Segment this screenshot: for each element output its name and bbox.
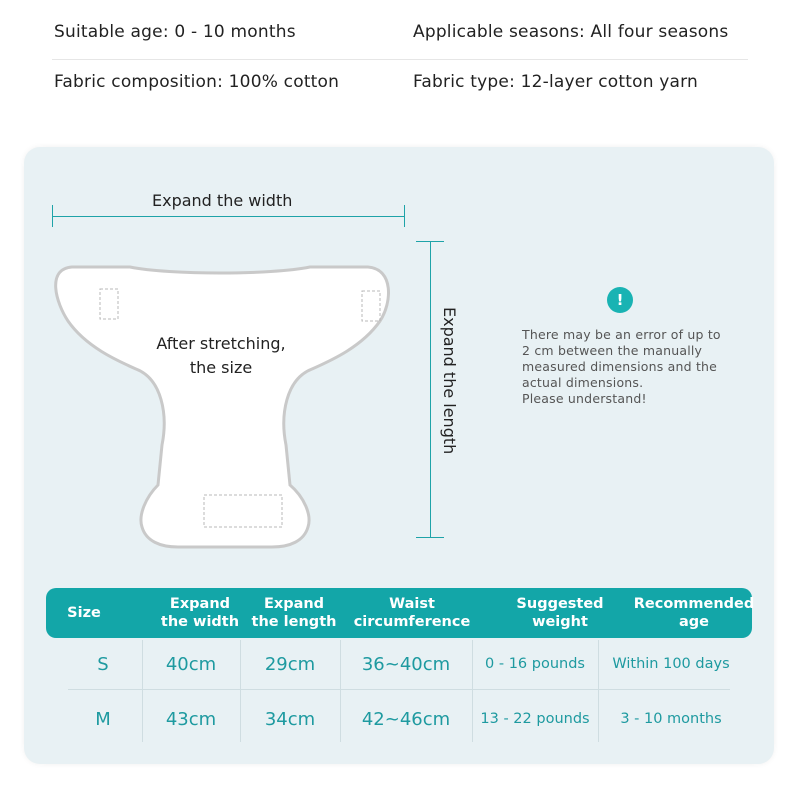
table-cell-width: 43cm	[165, 708, 217, 730]
notice-line-5: Please understand!	[522, 391, 647, 406]
size-card	[24, 147, 774, 764]
divider	[52, 59, 748, 60]
after-stretching-text	[136, 332, 306, 380]
header-waist-line2: circumference	[353, 614, 471, 630]
table-cell-age: 3 - 10 months	[620, 711, 722, 727]
length-measure-tick-bottom	[416, 537, 444, 538]
spec-row-1	[52, 22, 748, 52]
table-cell-waist: 42~46cm	[361, 708, 451, 730]
table-cell-weight: 0 - 16 pounds	[485, 656, 585, 672]
length-label: Expand the length	[440, 307, 459, 455]
width-measure-line	[52, 216, 405, 217]
table-cell-width: 40cm	[165, 653, 217, 675]
header-length	[246, 588, 342, 638]
table-cell-length: 34cm	[264, 708, 316, 730]
header-waist	[350, 588, 474, 638]
header-age-line1: Recommended	[633, 596, 755, 612]
header-age-line2: age	[679, 614, 709, 630]
notice-line-1: There may be an error of up to	[522, 327, 721, 342]
table-cell-waist: 36~40cm	[361, 653, 451, 675]
header-width	[152, 588, 248, 638]
info-icon: !	[607, 287, 633, 313]
after-stretching-line1: After stretching,	[156, 334, 286, 353]
notice-line-4: actual dimensions.	[522, 375, 644, 390]
header-age	[624, 588, 764, 638]
table-row-divider	[68, 689, 730, 690]
notice-line-3: measured dimensions and the	[522, 359, 718, 374]
table-cell-size: S	[97, 653, 109, 675]
measurement-notice	[522, 327, 752, 407]
table-cell-length: 29cm	[264, 653, 316, 675]
header-length-line1: Expand	[263, 596, 325, 612]
suitable-age-text: Suitable age: 0 - 10 months	[54, 22, 296, 42]
length-measure-tick-top	[416, 241, 444, 242]
seasons-text: Applicable seasons: All four seasons	[413, 22, 729, 42]
header-size	[54, 588, 114, 638]
header-width-line1: Expand	[169, 596, 231, 612]
spec-row-2	[52, 72, 748, 102]
header-waist-line1: Waist	[389, 596, 435, 612]
width-label: Expand the width	[152, 191, 293, 210]
table-cell-size: M	[95, 708, 111, 730]
width-measure-tick-left	[52, 205, 53, 227]
fabric-composition-text: Fabric composition: 100% cotton	[54, 72, 340, 92]
size-table-header	[46, 588, 755, 638]
header-width-line2: the width	[160, 614, 240, 630]
header-length-line2: the length	[251, 614, 337, 630]
width-measure-tick-right	[404, 205, 405, 227]
diaper-shape	[50, 265, 390, 550]
table-cell-age: Within 100 days	[612, 656, 730, 672]
after-stretching-line2: the size	[189, 358, 253, 377]
header-weight-line2: weight	[532, 614, 588, 630]
table-cell-weight: 13 - 22 pounds	[480, 711, 590, 727]
length-measure-line	[430, 241, 431, 538]
header-weight	[498, 588, 622, 638]
header-size-label: Size	[67, 605, 101, 621]
notice-line-2: 2 cm between the manually	[522, 343, 703, 358]
fabric-type-text: Fabric type: 12-layer cotton yarn	[413, 72, 699, 92]
header-weight-line1: Suggested	[516, 596, 604, 612]
